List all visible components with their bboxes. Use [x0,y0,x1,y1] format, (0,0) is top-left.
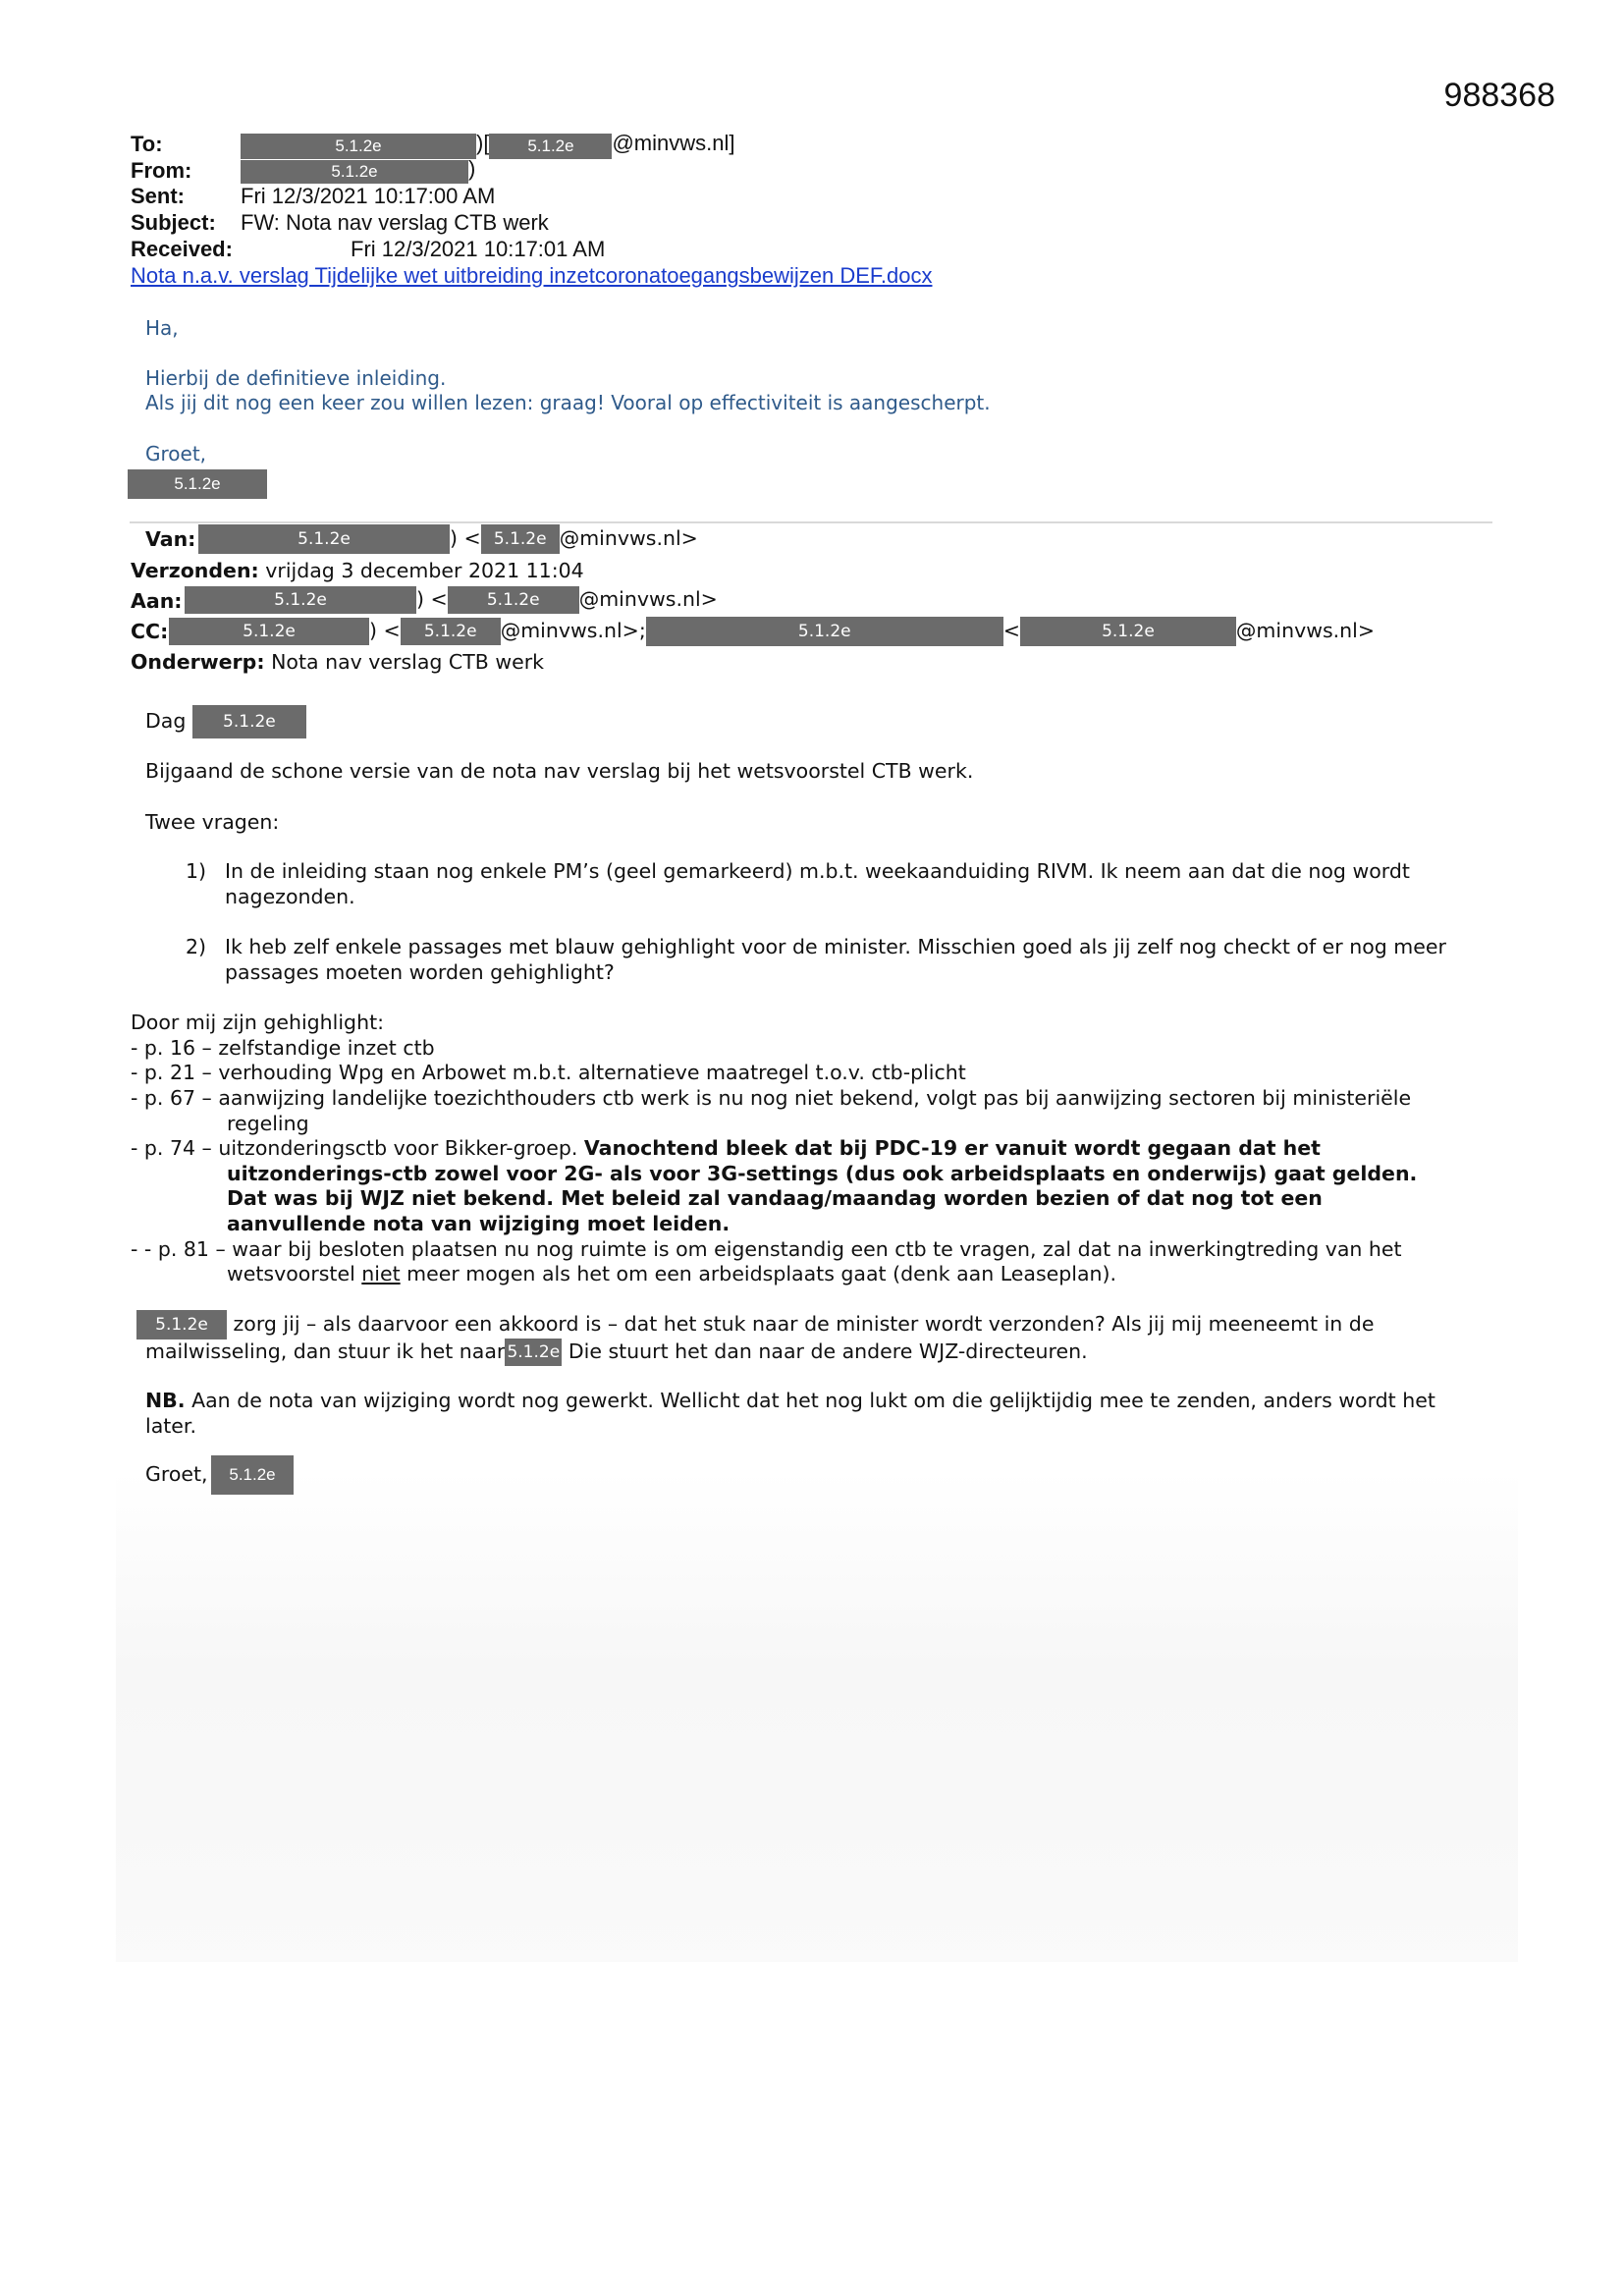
twee-vragen: Twee vragen: [145,810,280,834]
highlight-item: - - p. 81 – waar bij besloten plaatsen nu nog ruimte is om eigenstandig een ctb te vragen, zal dat na inwerkingtreding van het [131,1237,1402,1261]
redaction-box: 5.1.2e [136,1310,227,1339]
fwd-line-2: Als jij dit nog een keer zou willen lezen: graag! Vooral op effectiviteit is aangescherpt. [145,391,991,414]
received-label: Received: [131,237,233,261]
scan-shading [116,1471,1518,1962]
redaction-box: 5.1.2e [128,469,267,499]
nb-paragraph-line-1 [145,1388,1435,1413]
h4-bold: Dat was bij WJZ niet bekend. Met beleid zal vandaag/maandag worden bezien of dat nog tot een [227,1186,1323,1210]
dag-row [145,705,306,738]
question-2-line-2: passages moeten worden gehighlight? [225,960,615,984]
van-row [145,526,195,552]
highlight-item: - p. 21 – verhouding Wpg en Arbowet m.b.t. alternatieve maatregel t.o.v. ctb-plicht [131,1061,966,1084]
redaction-box: 5.1.2e [646,617,1003,646]
fwd-signature [128,469,267,499]
highlight-intro: Door mij zijn gehighlight: [131,1011,385,1034]
fwd-greeting: Ha, [145,316,179,340]
redaction-box: 5.1.2e [1020,617,1236,646]
onderwerp-label: Onderwerp: [131,650,265,674]
h4-bold: aanvullende nota van wijziging moet leiden. [227,1212,731,1235]
van-value [198,524,698,554]
redaction-box: 5.1.2e [185,586,416,614]
h4-bold: uitzonderings-ctb zowel voor 2G- als voor 3G-settings (dus ook arbeidsplaats en onderwijs) gaat gelden. [227,1162,1418,1185]
cc-suffix-4: @minvws.nl> [1235,619,1376,642]
aan-row [131,588,183,614]
zorg-paragraph-line-1 [136,1310,1374,1339]
separator-rule [130,521,1492,523]
document-id: 988368 [1443,77,1555,114]
redaction-box: 5.1.2e [505,1339,562,1366]
zorg-paragraph-line-2 [145,1339,1088,1366]
question-1-num: 1) [186,859,207,883]
highlight-item-cont: regeling [227,1112,309,1135]
fwd-line-1: Hierbij de definitieve inleiding. [145,366,447,390]
h5-text-a: wetsvoorstel [227,1262,362,1285]
redaction-box: 5.1.2e [169,618,369,645]
verzonden-label: Verzonden: [131,559,259,582]
onderwerp-value: Nota nav verslag CTB werk [271,650,545,674]
question-1-line-2: nagezonden. [225,885,355,908]
fwd-closing: Groet, [145,442,207,465]
redaction-box: 5.1.2e [448,586,579,614]
cc-suffix-2: @minvws.nl>; [500,619,646,642]
dag-word: Dag [145,709,187,733]
onderwerp-row [131,649,544,675]
to-label: To: [131,132,163,156]
zorg-text-2b: Die stuurt het dan naar de andere WJZ-directeuren. [568,1339,1088,1363]
to-suffix-2: @minvws.nl] [612,131,735,155]
question-2-num: 2) [186,935,207,958]
cc-suffix-1: ) < [369,619,401,642]
question-1-line-1: In de inleiding staan nog enkele PM’s (geel gemarkeerd) m.b.t. weekaanduiding RIVM. Ik neem aan dat die nog wordt [225,859,1410,883]
redaction-box: 5.1.2e [211,1455,294,1495]
zorg-text-1: zorg jij – als daarvoor een akkoord is – dat het stuk naar de minister wordt verzonden? Als jij mij meeneemt in de [233,1312,1375,1336]
redaction-box: 5.1.2e [192,705,306,738]
attachment-link[interactable]: Nota n.a.v. verslag Tijdelijke wet uitbreiding inzetcoronatoegangsbewijzen DEF.docx [131,263,933,288]
groet-signature [211,1455,294,1495]
from-label: From: [131,158,192,183]
redaction-box: 5.1.2e [489,134,612,159]
to-suffix-1: )[ [476,131,490,155]
highlight-item: - p. 16 – zelfstandige inzet ctb [131,1036,435,1060]
van-label: Van: [145,527,196,551]
verzonden-value: vrijdag 3 december 2021 11:04 [265,559,584,582]
sent-value: Fri 12/3/2021 10:17:00 AM [241,184,496,208]
van-suffix-1: ) < [450,526,481,550]
h5-text-b: meer mogen als het om een arbeidsplaats gaat (denk aan Leaseplan). [400,1262,1117,1285]
from-suffix: ) [468,156,476,181]
groet-row [145,1461,208,1487]
h4-prefix: - p. 74 – uitzonderingsctb voor Bikker-groep. [131,1136,584,1160]
nb-text-1: Aan de nota van wijziging wordt nog gewerkt. Wellicht dat het nog lukt om die gelijktijdig mee te zenden, anders wordt het [185,1389,1435,1412]
sent-row [131,183,185,209]
redaction-box: 5.1.2e [198,524,450,554]
redaction-box: 5.1.2e [241,160,468,184]
to-row [131,131,163,157]
highlight-item-cont [227,1261,1116,1286]
cc-row [131,619,168,644]
aan-suffix-2: @minvws.nl> [578,587,718,611]
from-value [241,155,475,184]
redaction-box: 5.1.2e [401,618,501,645]
zorg-text-2a: mailwisseling, dan stuur ik het naar [145,1339,506,1363]
question-2-line-1: Ik heb zelf enkele passages met blauw gehighlight voor de minister. Misschien goed als jij zelf nog checkt of er nog meer [225,935,1446,958]
cc-suffix-3: < [1002,619,1020,642]
intro-text: Bijgaand de schone versie van de nota nav verslag bij het wetsvoorstel CTB werk. [145,759,974,783]
cc-label: CC: [131,620,169,643]
van-suffix-2: @minvws.nl> [559,526,698,550]
sent-label: Sent: [131,184,185,208]
cc-value [169,617,1375,646]
subject-label: Subject: [131,210,216,235]
received-row [131,236,233,262]
highlight-item [131,1135,1321,1161]
redaction-box: 5.1.2e [481,524,560,554]
aan-label: Aan: [131,589,183,613]
subject-row [131,209,216,236]
groet-word: Groet, [145,1462,208,1486]
subject-value: FW: Nota nav verslag CTB werk [241,210,549,235]
aan-suffix-1: ) < [416,587,448,611]
verzonden-row [131,558,584,583]
nb-label: NB. [145,1389,186,1412]
from-row [131,157,191,184]
received-value: Fri 12/3/2021 10:17:01 AM [351,237,606,261]
h4-bold: Vanochtend bleek dat bij PDC-19 er vanuit wordt gegaan dat het [583,1136,1321,1160]
h5-niet: niet [361,1262,401,1285]
redaction-box: 5.1.2e [241,134,476,159]
highlight-item: - p. 67 – aanwijzing landelijke toezichthouders ctb werk is nu nog niet bekend, volgt pas bij aanwijzing sectoren bij ministeriële [131,1086,1412,1110]
aan-value [185,586,718,614]
nb-paragraph-line-2: later. [145,1414,196,1438]
